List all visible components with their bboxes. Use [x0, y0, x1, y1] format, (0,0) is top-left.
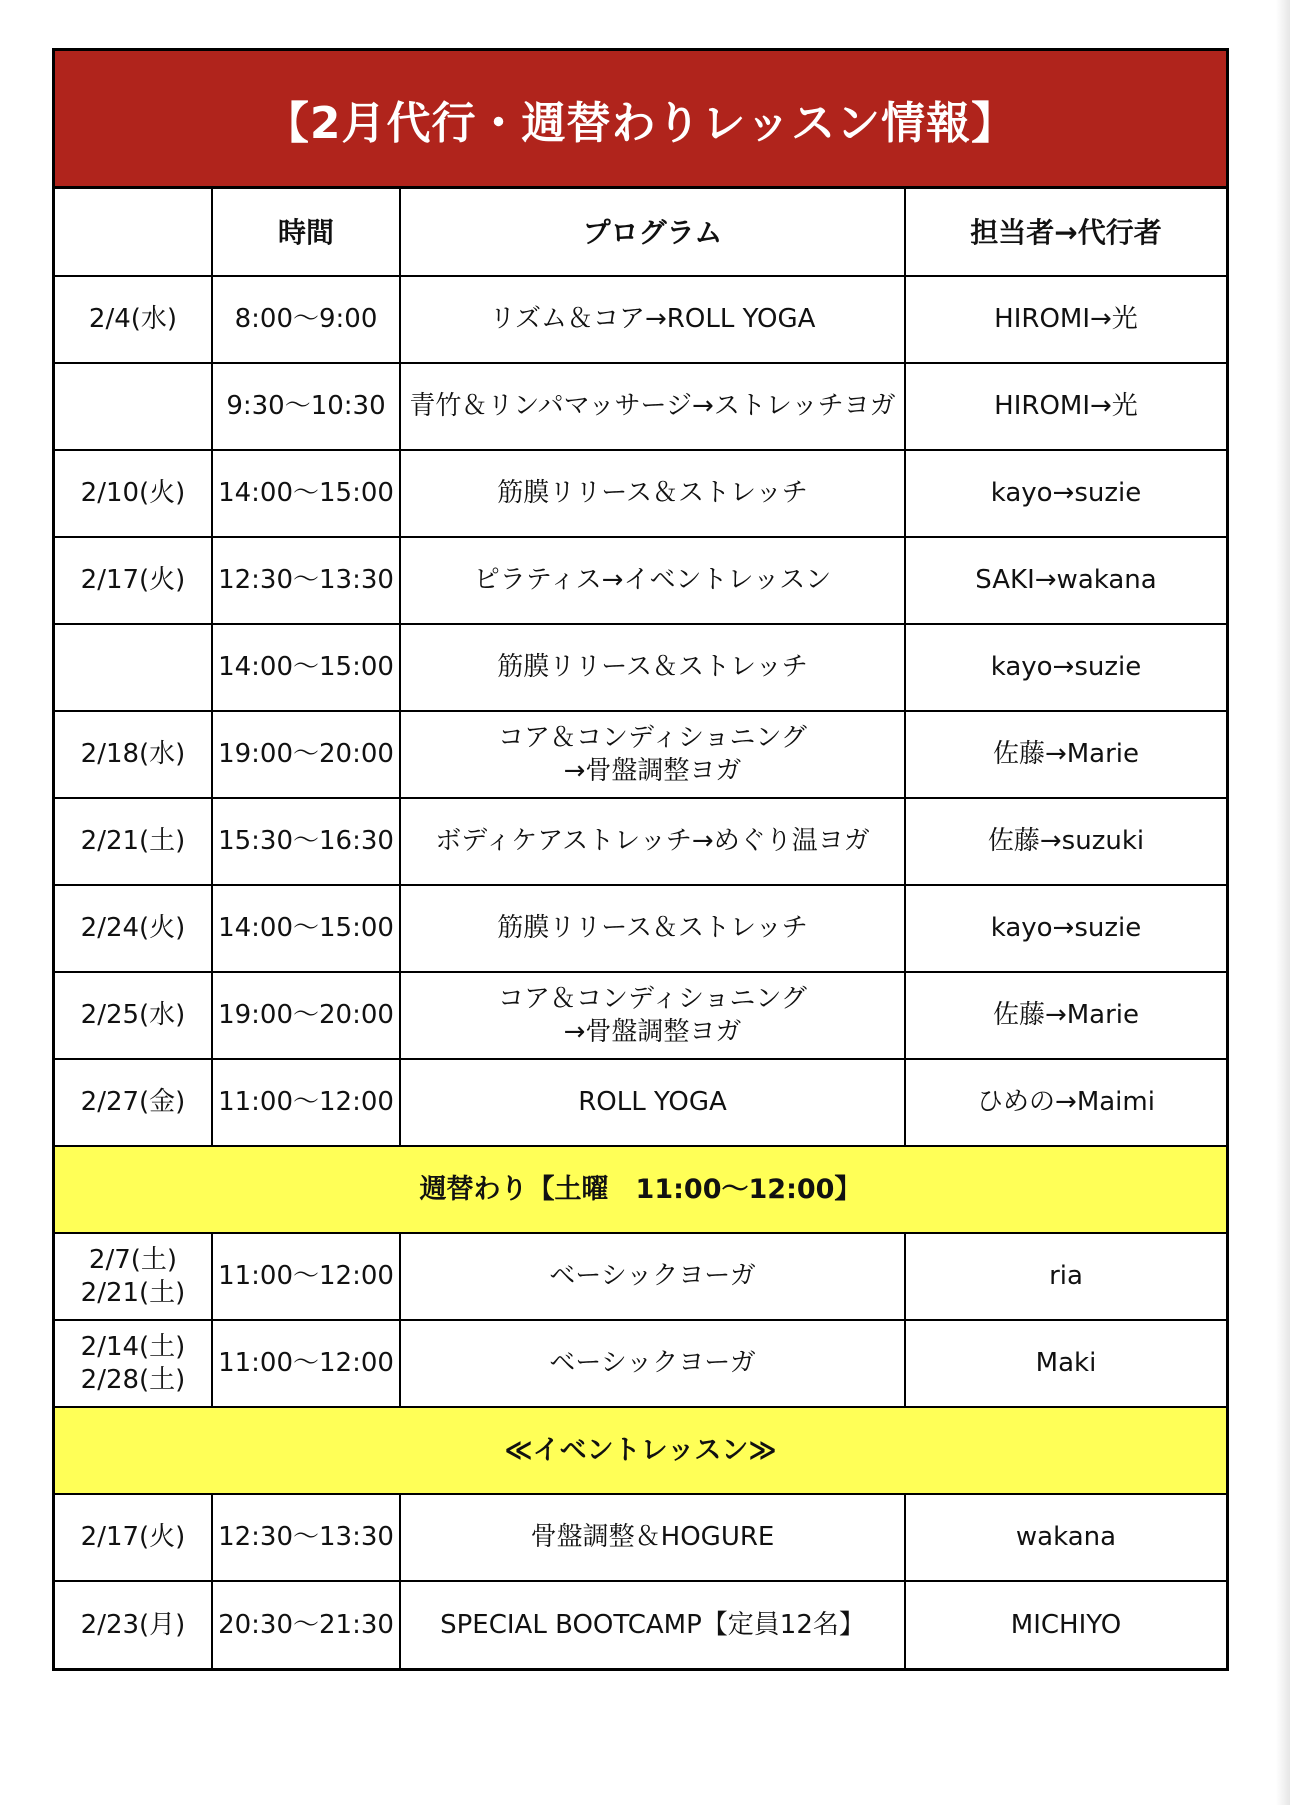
header-time: 時間 — [212, 189, 400, 276]
instructor-cell: 佐藤→Marie — [905, 711, 1226, 798]
program-text: 筋膜リリース＆ストレッチ — [497, 652, 808, 683]
date-cell — [55, 1581, 212, 1668]
table-row — [55, 711, 1226, 798]
instructor-cell: Maki — [905, 1320, 1226, 1407]
header-program: プログラム — [400, 189, 905, 276]
instructor-cell: kayo→suzie — [905, 885, 1226, 972]
program-cell — [400, 1320, 905, 1407]
time-cell: 14:00〜15:00 — [212, 885, 400, 972]
date-text: 2/23(月) — [80, 1609, 186, 1640]
date-cell — [55, 1320, 212, 1407]
instructor-cell: MICHIYO — [905, 1581, 1226, 1668]
table-row — [55, 1320, 1226, 1407]
program-text: コア＆コンディショニング — [498, 984, 807, 1014]
table-row — [55, 1494, 1226, 1581]
program-cell — [400, 798, 905, 885]
time-cell: 19:00〜20:00 — [212, 711, 400, 798]
program-text: 筋膜リリース＆ストレッチ — [497, 478, 808, 509]
program-cell — [400, 363, 905, 450]
date-text: 2/21(土) — [80, 826, 186, 857]
section-label: ≪イベントレッスン≫ — [55, 1407, 1226, 1494]
table-row — [55, 1059, 1226, 1146]
lesson-schedule-sheet — [52, 48, 1229, 1671]
section-band — [55, 1407, 1226, 1494]
date-cell — [55, 798, 212, 885]
time-cell: 19:00〜20:00 — [212, 972, 400, 1059]
date-cell — [55, 1059, 212, 1146]
time-cell: 11:00〜12:00 — [212, 1233, 400, 1320]
date-text: 2/27(金) — [80, 1087, 186, 1118]
time-cell: 8:00〜9:00 — [212, 276, 400, 363]
schedule-body — [55, 189, 1226, 1668]
time-cell: 11:00〜12:00 — [212, 1059, 400, 1146]
date-cell — [55, 972, 212, 1059]
date-text: 2/25(水) — [80, 1000, 186, 1031]
date-text: 2/10(火) — [80, 478, 186, 509]
table-row — [55, 972, 1226, 1059]
schedule-table — [55, 189, 1226, 1668]
program-cell — [400, 885, 905, 972]
time-cell: 12:30〜13:30 — [212, 537, 400, 624]
date-text: 2/7(土) — [88, 1245, 178, 1275]
program-cell — [400, 1059, 905, 1146]
program-text: 青竹＆リンパマッサージ→ストレッチヨガ — [409, 391, 896, 422]
date-text: 2/17(火) — [80, 1522, 186, 1553]
table-row — [55, 1233, 1226, 1320]
date-text: 2/17(火) — [80, 565, 186, 596]
time-cell: 15:30〜16:30 — [212, 798, 400, 885]
program-cell — [400, 1581, 905, 1668]
instructor-cell: HIROMI→光 — [905, 363, 1226, 450]
date-cell — [55, 711, 212, 798]
time-cell: 14:00〜15:00 — [212, 450, 400, 537]
program-text: ボディケアストレッチ→めぐり温ヨガ — [435, 826, 870, 857]
date-text: 2/28(土) — [80, 1364, 186, 1395]
table-row — [55, 450, 1226, 537]
program-text: リズム＆コア→ROLL YOGA — [489, 304, 816, 335]
date-cell — [55, 1233, 212, 1320]
program-cell — [400, 450, 905, 537]
program-text: ピラティス→イベントレッスン — [473, 565, 832, 596]
table-row — [55, 798, 1226, 885]
table-row — [55, 624, 1226, 711]
time-cell: 11:00〜12:00 — [212, 1320, 400, 1407]
instructor-cell: 佐藤→suzuki — [905, 798, 1226, 885]
instructor-cell: kayo→suzie — [905, 450, 1226, 537]
program-cell — [400, 1494, 905, 1581]
date-text: 2/18(水) — [80, 739, 186, 770]
instructor-cell: HIROMI→光 — [905, 276, 1226, 363]
instructor-cell: ria — [905, 1233, 1226, 1320]
program-text: ベーシックヨーガ — [549, 1348, 756, 1379]
program-text: ベーシックヨーガ — [549, 1261, 756, 1292]
date-cell — [55, 885, 212, 972]
program-text: 骨盤調整＆HOGURE — [530, 1522, 775, 1553]
date-cell — [55, 537, 212, 624]
date-text: 2/21(土) — [80, 1277, 186, 1308]
time-cell: 14:00〜15:00 — [212, 624, 400, 711]
header-row — [55, 189, 1226, 276]
date-cell — [55, 363, 212, 450]
instructor-cell: ひめの→Maimi — [905, 1059, 1226, 1146]
table-row — [55, 885, 1226, 972]
table-row — [55, 1581, 1226, 1668]
program-text: ROLL YOGA — [578, 1087, 727, 1118]
date-text: 2/24(火) — [80, 913, 186, 944]
date-cell — [55, 276, 212, 363]
instructor-cell: kayo→suzie — [905, 624, 1226, 711]
program-text: →骨盤調整ヨガ — [563, 755, 742, 786]
program-cell — [400, 1233, 905, 1320]
instructor-cell: SAKI→wakana — [905, 537, 1226, 624]
program-text: SPECIAL BOOTCAMP【定員12名】 — [440, 1609, 865, 1640]
table-row — [55, 537, 1226, 624]
table-row — [55, 363, 1226, 450]
header-instructor: 担当者→代行者 — [905, 189, 1226, 276]
program-text: →骨盤調整ヨガ — [563, 1016, 742, 1047]
program-cell — [400, 624, 905, 711]
header-date — [55, 189, 212, 276]
program-text: コア＆コンディショニング — [498, 723, 807, 753]
instructor-cell: wakana — [905, 1494, 1226, 1581]
page-shadow — [1276, 0, 1290, 1805]
program-cell — [400, 711, 905, 798]
date-text: 2/14(土) — [80, 1332, 186, 1362]
time-cell: 9:30〜10:30 — [212, 363, 400, 450]
section-band — [55, 1146, 1226, 1233]
date-cell — [55, 624, 212, 711]
program-text: 筋膜リリース＆ストレッチ — [497, 913, 808, 944]
section-label: 週替わり【土曜 11:00〜12:00】 — [55, 1146, 1226, 1233]
table-row — [55, 276, 1226, 363]
time-cell: 12:30〜13:30 — [212, 1494, 400, 1581]
time-cell: 20:30〜21:30 — [212, 1581, 400, 1668]
program-cell — [400, 972, 905, 1059]
date-cell — [55, 450, 212, 537]
date-cell — [55, 1494, 212, 1581]
program-cell — [400, 537, 905, 624]
date-text: 2/4(水) — [88, 304, 178, 335]
page-title: 【2月代行・週替わりレッスン情報】 — [55, 51, 1226, 189]
program-cell — [400, 276, 905, 363]
instructor-cell: 佐藤→Marie — [905, 972, 1226, 1059]
